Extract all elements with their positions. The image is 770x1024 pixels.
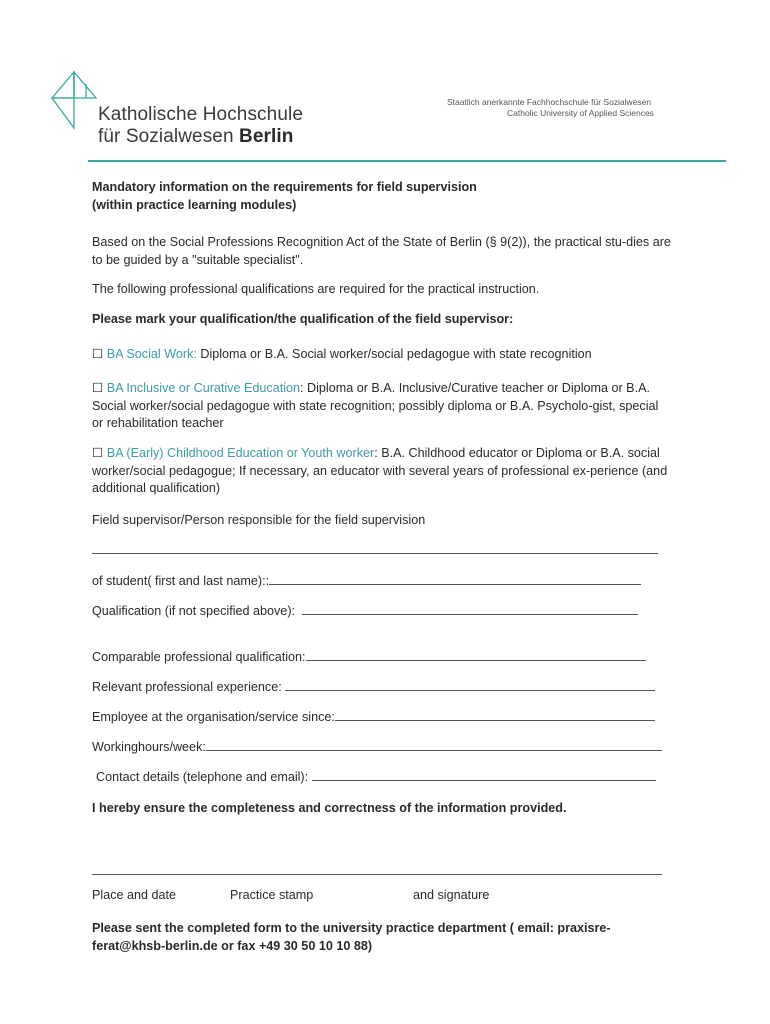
submission-instructions	[92, 920, 672, 955]
signature-line[interactable]	[92, 862, 662, 879]
working-hours-label: Workinghours/week:	[92, 740, 206, 754]
employee-since-field[interactable]	[92, 708, 655, 725]
experience-field[interactable]	[92, 678, 655, 695]
practice-stamp-label: Practice stamp	[230, 888, 314, 902]
contact-details-label: Contact details (telephone and email):	[96, 770, 309, 784]
form-title	[92, 179, 672, 214]
institution-subtitle	[447, 97, 677, 119]
option-label: BA Social Work:	[106, 347, 197, 361]
subtitle-de: Staatlich anerkannte Fachhochschule für Sozialwesen	[447, 97, 652, 107]
institution-line1: Katholische Hochschule	[98, 104, 303, 125]
place-date-label: Place and date	[92, 888, 177, 902]
subtitle-en: Catholic University of Applied Sciences	[507, 108, 654, 118]
qualification-field[interactable]	[92, 602, 638, 619]
intro-paragraph: Based on the Social Professions Recognition Act of the State of Berlin (§ 9(2)), the practical stu-dies are to be guided by a "suitable specialist".	[92, 235, 671, 267]
footer-line1: Please sent the completed form to the university practice department ( email: praxisre-	[92, 921, 611, 935]
institution-name	[98, 104, 303, 148]
checkbox-icon[interactable]: ☐	[92, 446, 104, 460]
contact-details-field[interactable]	[96, 768, 656, 785]
supervisor-label: Field supervisor/Person responsible for the field supervision	[92, 513, 426, 527]
option-childhood-education[interactable]	[92, 445, 672, 498]
signature-label: and signature	[413, 888, 490, 902]
option-text: : B.A. Childhood educator or Diploma or B.A. social worker/social pedagogue; If necessary, an educator with several years of professional ex-perience (and additional qualification)	[92, 446, 668, 495]
checkbox-icon[interactable]: ☐	[92, 347, 104, 361]
qualification-label: Qualification (if not specified above):	[92, 604, 296, 618]
header-divider	[88, 160, 726, 162]
option-label: BA (Early) Childhood Education or Youth worker	[106, 446, 375, 460]
student-name-label: of student( first and last name)::	[92, 574, 270, 588]
comparable-qualification-field[interactable]	[92, 648, 646, 665]
declaration: I hereby ensure the completeness and correctness of the information provided.	[92, 801, 567, 815]
option-social-work[interactable]	[92, 346, 672, 364]
option-text: Diploma or B.A. Social worker/social pedagogue with state recognition	[196, 347, 592, 361]
footer-line2: ferat@khsb-berlin.de or fax +49 30 50 10 10 88)	[92, 938, 373, 953]
intro-requirements: The following professional qualifications are required for the practical instruction.	[92, 282, 540, 296]
comparable-qualification-label: Comparable professional qualification:	[92, 650, 306, 664]
employee-since-label: Employee at the organisation/service since:	[92, 710, 335, 724]
option-label: BA Inclusive or Curative Education	[106, 381, 301, 395]
checkbox-icon[interactable]: ☐	[92, 381, 104, 395]
title-line2: (within practice learning modules)	[92, 197, 297, 212]
supervisor-field[interactable]	[92, 541, 658, 558]
experience-label: Relevant professional experience:	[92, 680, 282, 694]
institution-line2: für Sozialwesen Berlin	[98, 126, 294, 147]
student-name-field[interactable]	[92, 572, 641, 589]
option-text: : Diploma or B.A. Inclusive/Curative teacher or Diploma or B.A. Social worker/social pedagogue with state recognition; possibly diploma or B.A. Psycholo-gist, special or rehabilitation teacher	[92, 381, 659, 430]
option-inclusive-education[interactable]	[92, 380, 672, 433]
working-hours-field[interactable]	[92, 738, 662, 755]
title-line1: Mandatory information on the requirements for field supervision	[92, 180, 477, 194]
university-logo-icon	[50, 70, 98, 132]
mark-qualification-prompt: Please mark your qualification/the qualification of the field supervisor:	[92, 312, 514, 326]
